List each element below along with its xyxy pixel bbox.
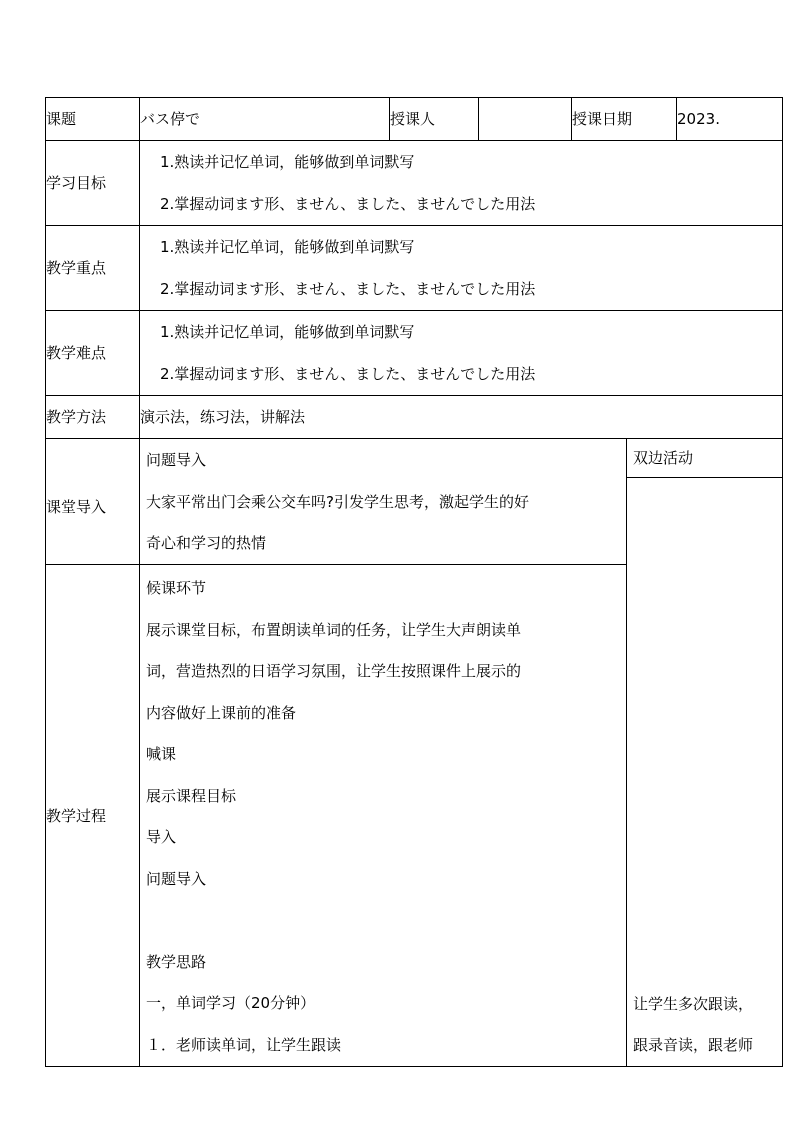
activities-header: 双边活动 (627, 440, 782, 478)
key-points-row (46, 226, 783, 311)
intro-row (46, 439, 783, 565)
goal-line-2: 2.掌握动词ます形、ません、ました、ませんでした用法 (160, 195, 536, 213)
intro-content (140, 439, 627, 565)
difficulties-label: 教学难点 (46, 311, 140, 396)
process-line-10: 教学思路 (146, 952, 207, 971)
process-line-2: 展示课堂目标，布置朗读单词的任务，让学生大声朗读单 (146, 620, 522, 639)
process-line-11: 一，单词学习（20分钟） (146, 994, 316, 1012)
goals-row (46, 141, 783, 226)
process-line-6: 展示课程目标 (146, 786, 237, 805)
process-line-4: 内容做好上课前的准备 (146, 703, 297, 722)
key-points-label: 教学重点 (46, 226, 140, 311)
key-points-content (140, 226, 783, 311)
header-row (46, 98, 783, 141)
difficulty-line-1: 1.熟读并记忆单词，能够做到单词默写 (160, 323, 415, 341)
key-point-line-1: 1.熟读并记忆单词，能够做到单词默写 (160, 238, 415, 256)
teacher-value (479, 98, 572, 141)
process-content (140, 565, 627, 1067)
intro-line-3: 奇心和学习的热情 (146, 534, 267, 552)
intro-line-1: 问题导入 (146, 451, 207, 469)
intro-line-2: 大家平常出门会乘公交车吗?引发学生思考，激起学生的好 (146, 493, 529, 511)
difficulties-content (140, 311, 783, 396)
difficulty-line-2: 2.掌握动词ます形、ません、ました、ませんでした用法 (160, 365, 536, 383)
difficulties-row (46, 311, 783, 396)
teacher-label: 授课人 (390, 98, 479, 141)
methods-value: 演示法，练习法，讲解法 (140, 396, 783, 439)
intro-label: 课堂导入 (46, 439, 140, 565)
date-label: 授课日期 (572, 98, 677, 141)
goals-label: 学习目标 (46, 141, 140, 226)
methods-label: 教学方法 (46, 396, 140, 439)
process-line-5: 喊课 (146, 745, 177, 763)
key-point-line-2: 2.掌握动词ます形、ません、ました、ませんでした用法 (160, 280, 536, 298)
topic-value: バス停で (140, 98, 390, 141)
topic-label: 课题 (46, 98, 140, 141)
activities-notes (633, 984, 753, 1066)
process-line-1: 候课环节 (146, 579, 207, 597)
goals-content (140, 141, 783, 226)
activities-cell (627, 439, 783, 1067)
process-line-7: 导入 (146, 828, 177, 846)
process-line-12: １．老师读单词，让学生跟读 (146, 1035, 342, 1054)
process-line-9 (140, 900, 626, 942)
activity-line-1: 让学生多次跟读， (633, 994, 754, 1013)
process-line-3: 词，营造热烈的日语学习氛围，让学生按照课件上展示的 (146, 662, 522, 680)
lesson-plan-table (45, 97, 783, 1067)
activities-wrap (627, 440, 782, 1066)
process-label: 教学过程 (46, 565, 140, 1067)
goal-line-1: 1.熟读并记忆单词，能够做到单词默写 (160, 153, 415, 171)
date-value: 2023. (677, 98, 783, 141)
process-line-8: 问题导入 (146, 869, 207, 888)
methods-row (46, 396, 783, 439)
activity-line-2: 跟录音读，跟老师 (633, 1035, 754, 1054)
